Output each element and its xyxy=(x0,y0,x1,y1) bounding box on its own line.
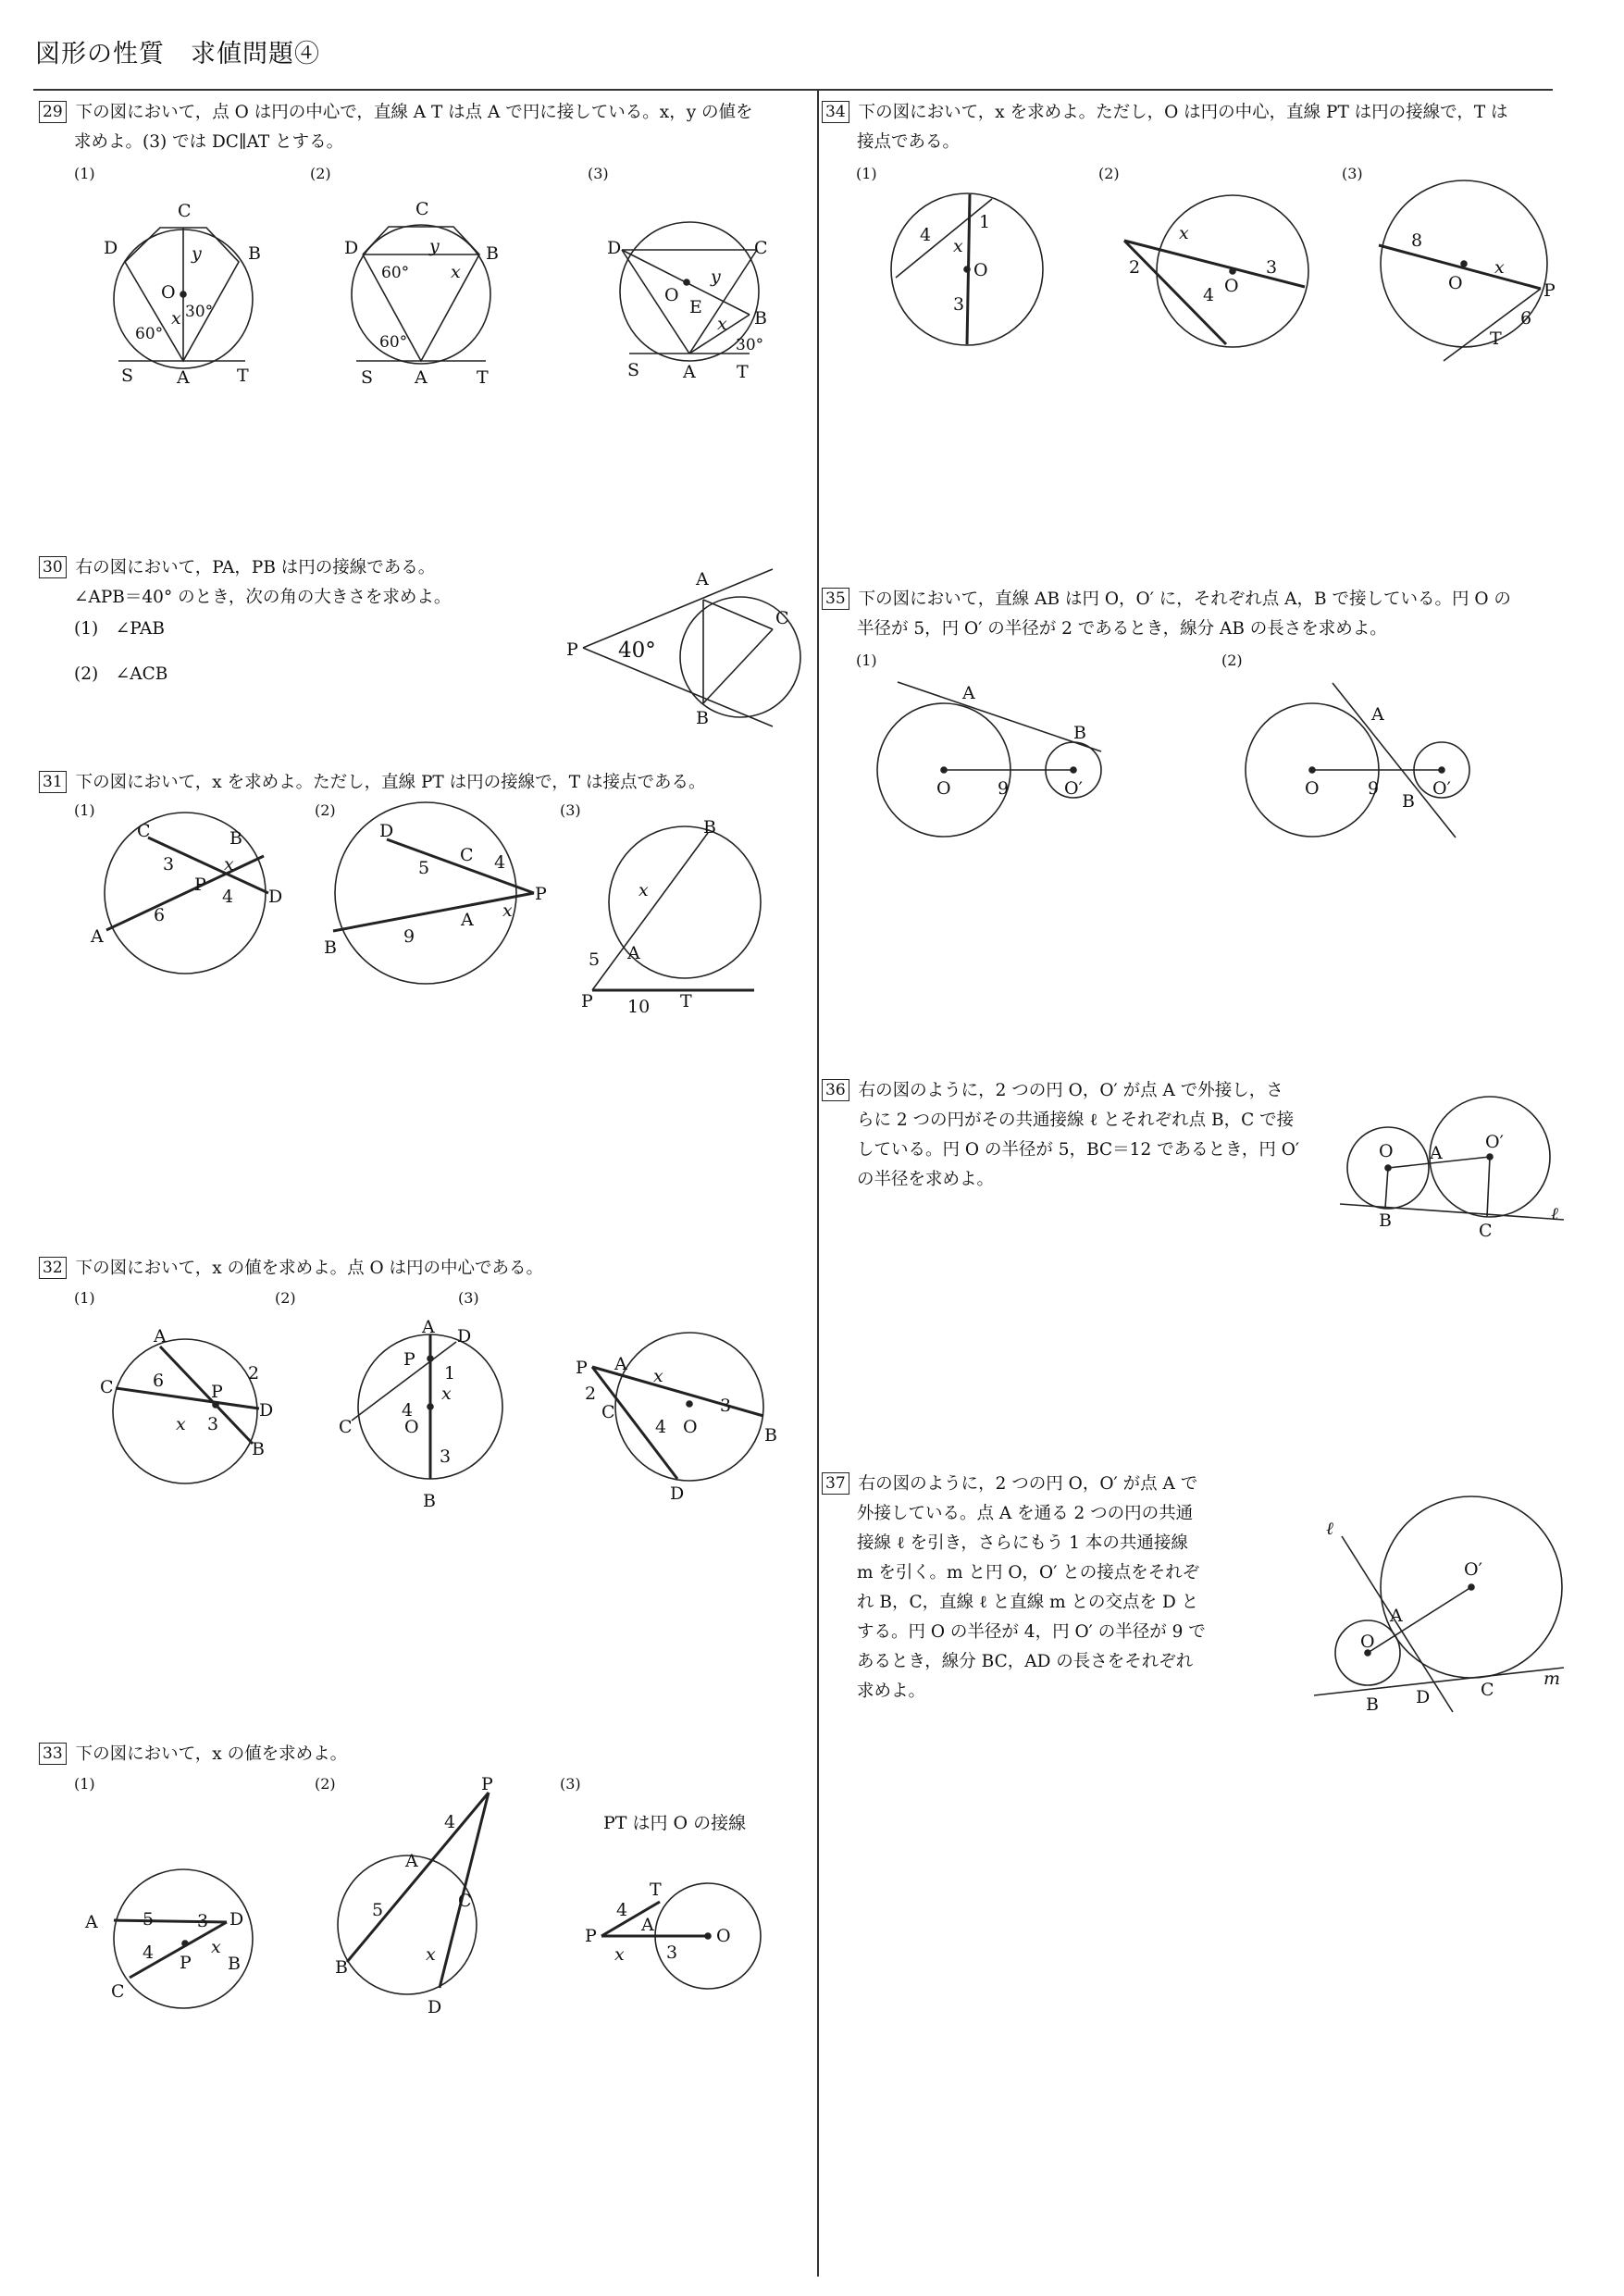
svg-text:C: C xyxy=(775,608,789,628)
figure-34-2 xyxy=(1124,195,1308,347)
svg-text:D: D xyxy=(259,1400,274,1421)
sub-label: (3) xyxy=(588,165,609,182)
svg-text:O: O xyxy=(1448,273,1463,293)
svg-text:x: x xyxy=(176,1414,186,1434)
svg-text:9: 9 xyxy=(1368,778,1380,799)
svg-text:30°: 30° xyxy=(736,336,764,354)
svg-text:A: A xyxy=(962,683,975,703)
svg-text:B: B xyxy=(228,1954,241,1974)
svg-text:A: A xyxy=(461,910,474,930)
svg-text:A: A xyxy=(154,1326,167,1347)
figure-37 xyxy=(1314,1496,1564,1715)
svg-text:4: 4 xyxy=(616,1900,628,1920)
figure-35-1 xyxy=(877,682,1101,837)
sub-label: (2) xyxy=(1221,652,1243,669)
svg-text:10: 10 xyxy=(627,997,651,1017)
sub-label: (2) xyxy=(315,801,336,819)
svg-text:B: B xyxy=(764,1425,777,1446)
svg-text:T: T xyxy=(680,991,692,1011)
svg-text:m: m xyxy=(1543,1669,1561,1689)
svg-text:4: 4 xyxy=(920,225,932,245)
svg-text:D: D xyxy=(104,238,118,258)
problem-number: 32 xyxy=(39,1257,67,1279)
svg-text:D: D xyxy=(1416,1687,1431,1707)
svg-text:B: B xyxy=(229,828,242,849)
figure-32-1 xyxy=(100,1326,273,1483)
svg-text:P: P xyxy=(180,1953,192,1973)
svg-text:A: A xyxy=(696,569,709,590)
figure-32-2 xyxy=(339,1317,502,1511)
svg-text:O′: O′ xyxy=(1064,778,1083,799)
figure-34-1 xyxy=(891,193,1043,345)
svg-text:x: x xyxy=(502,900,513,921)
problem-number: 30 xyxy=(39,556,67,578)
svg-text:x: x xyxy=(211,1937,221,1957)
svg-text:3: 3 xyxy=(720,1396,732,1416)
svg-text:ℓ: ℓ xyxy=(1551,1204,1558,1224)
problem-37: 37 右の図のように，2 つの円 O，O′ が点 A で 外接している。点 A を通る 2 つの円の共通 接線 ℓ を引き，さらにもう 1 本の共通接線 m を引く。m と円 O，O′ との接点をそれぞ れ B，C，直線 ℓ と直線 m との交点を D と する。円 O の半径が 4，円 O′ の半径が 9 で あるとき，線分 BC，AD の長さをそれぞれ 求めよ。 xyxy=(822,1470,1247,1706)
sub-label: (1) xyxy=(74,1775,95,1793)
figure-32-3 xyxy=(576,1333,777,1504)
svg-text:O: O xyxy=(1224,276,1239,296)
svg-text:O: O xyxy=(664,285,679,305)
svg-text:5: 5 xyxy=(418,858,430,878)
svg-text:5: 5 xyxy=(372,1900,384,1920)
svg-text:B: B xyxy=(324,937,337,958)
svg-text:P: P xyxy=(1543,280,1556,301)
page-title: 図形の性質 求値問題④ xyxy=(35,40,320,68)
svg-text:60°: 60° xyxy=(135,325,164,343)
svg-text:D: D xyxy=(670,1483,685,1504)
sub-label: (2) xyxy=(1098,165,1120,182)
sub-label: (1) xyxy=(74,165,95,182)
svg-text:A: A xyxy=(683,362,696,382)
svg-text:S: S xyxy=(627,360,640,380)
problem-number: 35 xyxy=(822,588,849,610)
svg-text:C: C xyxy=(178,201,192,221)
svg-text:x: x xyxy=(953,236,963,256)
svg-text:T: T xyxy=(1490,329,1502,349)
svg-text:2: 2 xyxy=(585,1384,597,1404)
figure-33-2 xyxy=(335,1774,493,2017)
svg-text:30°: 30° xyxy=(185,303,214,321)
svg-text:B: B xyxy=(1402,791,1415,812)
svg-text:4: 4 xyxy=(444,1812,456,1832)
svg-text:60°: 60° xyxy=(379,333,408,352)
svg-text:P: P xyxy=(581,991,593,1011)
sub-label: (3) xyxy=(1342,165,1363,182)
figure-33-3 xyxy=(585,1880,761,1989)
svg-text:4: 4 xyxy=(402,1400,414,1421)
problem-31: 31 下の図において，x を求めよ。ただし，直線 PT は円の接線で，T は接点である。 xyxy=(39,768,807,798)
figure-30 xyxy=(566,569,800,728)
svg-text:C: C xyxy=(601,1402,615,1422)
svg-text:B: B xyxy=(335,1957,348,1978)
problem-34: 34 下の図において，x を求めよ。ただし，O は円の中心，直線 PT は円の接線で，T は 接点である。 xyxy=(822,98,1553,157)
svg-text:O′: O′ xyxy=(1432,778,1451,799)
svg-text:ℓ: ℓ xyxy=(1326,1519,1333,1539)
svg-text:40°: 40° xyxy=(618,639,656,663)
svg-text:O: O xyxy=(973,260,988,280)
problem-36: 36 右の図のように，2 つの円 O，O′ が点 A で外接し，さ らに 2 つの円がその共通接線 ℓ とそれぞれ点 B，C で接 している。円 O の半径が 5，BC＝12 であるとき，円 O′ の半径を求めよ。 xyxy=(822,1076,1321,1195)
svg-text:9: 9 xyxy=(403,926,415,947)
svg-text:4: 4 xyxy=(494,852,506,873)
svg-text:x: x xyxy=(441,1384,452,1404)
svg-text:O: O xyxy=(683,1417,698,1437)
svg-text:P: P xyxy=(576,1358,588,1378)
svg-text:B: B xyxy=(754,308,767,329)
figure-29-2 xyxy=(344,199,499,388)
svg-text:x: x xyxy=(638,880,649,900)
svg-text:B: B xyxy=(703,817,716,838)
svg-text:x: x xyxy=(224,854,234,875)
svg-text:E: E xyxy=(689,297,702,317)
problem-number: 37 xyxy=(822,1472,849,1495)
svg-text:x: x xyxy=(451,262,461,282)
svg-text:S: S xyxy=(121,366,134,386)
svg-text:x: x xyxy=(426,1944,436,1965)
sub-label: (3) xyxy=(560,801,581,819)
svg-text:T: T xyxy=(737,362,749,382)
sub-label: (3) xyxy=(560,1775,581,1793)
svg-text:C: C xyxy=(754,238,768,258)
svg-text:P: P xyxy=(403,1349,415,1370)
svg-text:P: P xyxy=(585,1926,597,1946)
svg-text:4: 4 xyxy=(1203,285,1215,305)
svg-text:C: C xyxy=(1479,1221,1493,1241)
svg-text:A: A xyxy=(641,1915,654,1935)
svg-text:4: 4 xyxy=(222,887,234,907)
svg-text:P: P xyxy=(211,1382,223,1402)
svg-text:A: A xyxy=(405,1851,418,1871)
svg-text:y: y xyxy=(429,236,440,256)
svg-text:P: P xyxy=(481,1774,493,1794)
svg-text:C: C xyxy=(137,821,151,841)
svg-text:C: C xyxy=(415,199,429,219)
svg-text:O: O xyxy=(1360,1632,1375,1652)
svg-text:3: 3 xyxy=(163,854,175,875)
sub-label: (1) xyxy=(74,801,95,819)
svg-text:3: 3 xyxy=(1266,257,1278,278)
svg-text:x: x xyxy=(1179,223,1189,243)
svg-text:A: A xyxy=(85,1912,98,1932)
svg-text:C: C xyxy=(111,1981,125,2002)
svg-text:A: A xyxy=(1430,1143,1443,1163)
sub-label: (2) xyxy=(315,1775,336,1793)
sub-label: (1) xyxy=(856,165,877,182)
svg-text:A: A xyxy=(415,367,428,388)
svg-text:D: D xyxy=(428,1997,442,2017)
svg-text:A: A xyxy=(91,926,104,947)
svg-text:1: 1 xyxy=(979,212,991,232)
sub-label: (3) xyxy=(458,1289,479,1307)
svg-text:D: D xyxy=(607,238,622,258)
svg-text:T: T xyxy=(477,367,489,388)
svg-text:O: O xyxy=(161,282,176,303)
problem-33: 33 下の図において，x の値を求めよ。 xyxy=(39,1740,807,1769)
svg-text:5: 5 xyxy=(589,949,601,970)
svg-text:x: x xyxy=(1494,257,1505,278)
sub-label: (2) xyxy=(275,1289,296,1307)
svg-text:A: A xyxy=(1390,1606,1403,1626)
svg-text:D: D xyxy=(457,1326,472,1347)
problem-number: 36 xyxy=(822,1079,849,1101)
svg-text:4: 4 xyxy=(143,1942,155,1963)
svg-text:C: C xyxy=(339,1417,353,1437)
svg-text:x: x xyxy=(614,1944,625,1965)
svg-text:8: 8 xyxy=(1411,230,1423,251)
svg-text:T: T xyxy=(650,1880,662,1900)
svg-text:B: B xyxy=(696,708,709,728)
svg-text:6: 6 xyxy=(154,905,166,925)
svg-text:3: 3 xyxy=(440,1446,452,1467)
problem-number: 34 xyxy=(822,101,849,123)
problem-number: 29 xyxy=(39,101,67,123)
svg-text:A: A xyxy=(1371,704,1384,725)
svg-text:D: D xyxy=(344,238,359,258)
svg-text:B: B xyxy=(252,1439,265,1459)
svg-text:3: 3 xyxy=(953,294,965,315)
svg-text:x: x xyxy=(717,314,727,334)
svg-text:B: B xyxy=(423,1491,436,1511)
svg-text:D: D xyxy=(229,1909,244,1930)
svg-text:D: D xyxy=(379,821,394,841)
svg-text:O′: O′ xyxy=(1464,1559,1482,1580)
svg-text:1: 1 xyxy=(444,1363,456,1384)
svg-text:60°: 60° xyxy=(381,264,410,282)
svg-text:A: A xyxy=(627,943,640,963)
figure-29-3 xyxy=(607,222,768,382)
figure-35-2 xyxy=(1246,683,1469,838)
svg-text:B: B xyxy=(248,243,261,264)
svg-text:x: x xyxy=(171,308,181,329)
svg-text:O: O xyxy=(716,1926,731,1946)
svg-text:3: 3 xyxy=(666,1942,678,1963)
sub-label: (1) xyxy=(74,1289,95,1307)
svg-text:P: P xyxy=(566,639,578,660)
svg-text:6: 6 xyxy=(1520,308,1532,329)
svg-text:O: O xyxy=(1305,778,1320,799)
svg-text:C: C xyxy=(1481,1680,1494,1700)
svg-text:C: C xyxy=(100,1377,114,1397)
problem-35: 35 下の図において，直線 AB は円 O，O′ に，それぞれ点 A，B で接している。円 O の 半径が 5，円 O′ の半径が 2 であるとき，線分 AB の長さを求めよ。 xyxy=(822,585,1553,644)
svg-text:4: 4 xyxy=(655,1417,667,1437)
figure-36 xyxy=(1340,1097,1564,1241)
svg-text:B: B xyxy=(1379,1210,1392,1231)
problem-number: 33 xyxy=(39,1743,67,1765)
svg-text:O: O xyxy=(404,1417,419,1437)
sub-label: (1) xyxy=(856,652,877,669)
svg-text:6: 6 xyxy=(153,1371,165,1391)
sub-label: (2) xyxy=(310,165,331,182)
svg-text:x: x xyxy=(653,1366,663,1386)
note-tangent: PT は円 O の接線 xyxy=(603,1813,747,1833)
svg-text:A: A xyxy=(422,1317,435,1337)
problem-30: 30 右の図において，PA，PB は円の接線である。 ∠APB＝40° のとき，次の角の大きさを求めよ。 (1) ∠PAB (2) ∠ACB xyxy=(39,553,557,703)
svg-text:3: 3 xyxy=(197,1911,209,1931)
svg-text:D: D xyxy=(268,887,283,907)
svg-text:B: B xyxy=(1073,723,1086,743)
svg-text:3: 3 xyxy=(207,1414,219,1434)
svg-text:2: 2 xyxy=(248,1363,260,1384)
svg-text:C: C xyxy=(460,845,474,865)
svg-text:2: 2 xyxy=(1129,257,1141,278)
svg-text:5: 5 xyxy=(143,1909,155,1930)
svg-text:O: O xyxy=(1379,1141,1394,1161)
svg-text:T: T xyxy=(237,366,249,386)
svg-text:O: O xyxy=(936,778,951,799)
svg-text:P: P xyxy=(194,875,206,895)
svg-text:B: B xyxy=(1366,1694,1379,1715)
svg-text:C: C xyxy=(458,1891,472,1911)
svg-text:9: 9 xyxy=(998,778,1010,799)
problem-32: 32 下の図において，x の値を求めよ。点 O は円の中心である。 xyxy=(39,1254,807,1284)
figure-33-1 xyxy=(84,1869,253,2008)
svg-text:S: S xyxy=(361,367,374,388)
svg-text:y: y xyxy=(711,267,721,287)
figure-31-1 xyxy=(90,813,282,974)
figure-34-3 xyxy=(1379,180,1556,361)
svg-text:O′: O′ xyxy=(1485,1132,1504,1152)
svg-text:A: A xyxy=(177,367,190,388)
problem-29: 29 下の図において，点 O は円の中心で，直線 A T は点 A で円に接している。x，y の値を 求めよ。(3) では DC∥AT とする。 xyxy=(39,98,807,157)
svg-text:A: A xyxy=(614,1354,627,1374)
svg-text:y: y xyxy=(192,243,202,264)
svg-text:B: B xyxy=(486,243,499,264)
svg-text:P: P xyxy=(535,884,547,904)
figure-29-1 xyxy=(104,201,261,388)
problem-number: 31 xyxy=(39,771,67,793)
figure-31-3 xyxy=(581,817,761,1017)
figure-31-2 xyxy=(324,802,547,984)
